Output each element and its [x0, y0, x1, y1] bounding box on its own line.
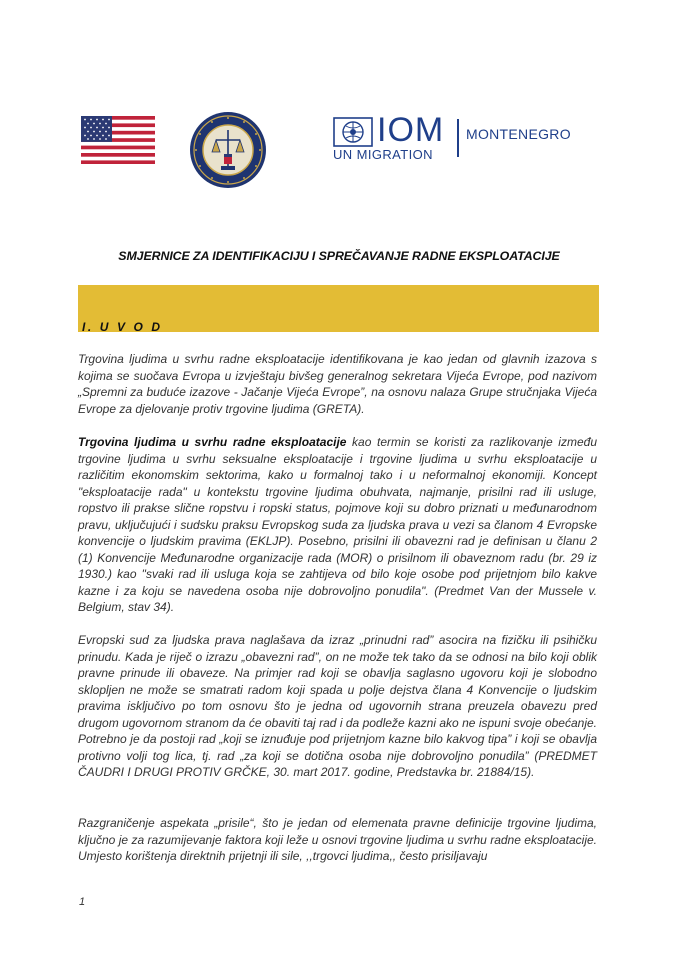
- iom-emblem-icon: [333, 117, 373, 147]
- paragraph-text: kao termin se koristi za razlikovanje između trgovine ljudima u svrhu seksualne eksploatacije i trgovine ljudima u svrhu eksploatacije u različitim ekonomskim sektorima, kako u formalnoj tako i u neformalnoj ekonomiji. Koncept "eksploatacije rada" u kontekstu trgovine ljudima obuhvata, najmanje, prisilni rad ili usluge, ropstvo ili prakse slične ropstvu i ropski status, pojmove koji su dobro priznati u međunarodnom pravu, uključujući i sudsku praksu Evropskog suda za ljudska prava u vezi sa članom 4 Evropske konvencije o ljudskim pravima (EKLJP). Posebno, prisilni ili obavezni rad je definisan u članu 2 (1) Konvencije Međunarodne organizacije rada (MOR) o prisilnom ili obaveznom radu (br. 29 iz 1930.) kao "svaki rad ili usluga koja se zahtijeva od bilo koje osobe pod prijetnjom bilo kakve kazne i za koju se navedena osoba nije dobrovoljno ponudila". (Predmet Van der Mussele v. Belgium, stav 34).: [78, 435, 597, 614]
- document-title: SMJERNICE ZA IDENTIFIKACIJU I SPREČAVANJE RADNE EKSPLOATACIJE: [118, 249, 560, 263]
- page-number: 1: [79, 896, 86, 908]
- iom-country: MONTENEGRO: [466, 126, 571, 142]
- iom-wordmark: IOM: [377, 111, 445, 149]
- paragraph-2: [78, 434, 597, 616]
- paragraph-lead: Trgovina ljudima u svrhu radne eksploatacije: [78, 435, 347, 449]
- us-embassy-seal-icon: [188, 110, 268, 190]
- iom-subtitle: UN MIGRATION: [333, 147, 433, 162]
- paragraph-4: [78, 815, 597, 865]
- paragraph-text: Razgraničenje aspekata „prisile“, što je jedan od elemenata pravne definicije trgovine ljudima, ključno je za razumijevanje faktora koji leže u osnovi trgovine ljudima u svrhu radne eksploatacije. Umjesto korištenja direktnih prijetnji ili sile, ,,trgovci ljudima,, često prisiljavaju: [78, 816, 597, 863]
- paragraph-1: [78, 351, 597, 417]
- logo-divider: [457, 119, 459, 157]
- paragraph-3: [78, 632, 597, 781]
- us-flag-icon: [81, 116, 155, 164]
- paragraph-text: Evropski sud za ljudska prava naglašava da izraz „prinudni rad” asocira na fizičku ili psihičku prinudu. Kada je riječ o izrazu „obavezni rad”, on ne može tek tako da se odnosi na bilo koji oblik pravne prinude ili obaveze. Na primjer rad koji se obavlja saglasno ugovoru koji je slobodno sklopljen ne može se smatrati radom koji spada u polje dejstva člana 4 Konvencije o ljudskim pravima isključivo po tom osnovu što je jedna od ugovornih strana preuzela obavezu pred drugom ugovornom stranom da će obaviti taj rad i da podleže kazni ako ne ispuni svoje obećanje. Potrebno je da postoji rad „koji se iznuđuje pod prijetnjom kazne bilo kakvog tipa” i koji se obavlja protivno volji tog lica, tj. rad „za koji se dotična osoba nije dobrovoljno ponudila” (PREDMET ČAUDRI I DRUGI PROTIV GRČKE, 30. mart 2017. godine, Predstavka br. 21884/15).: [78, 633, 597, 779]
- paragraph-text: Trgovina ljudima u svrhu radne eksploatacije identifikovana je kao jedan od glavnih izazova s kojima se suočava Evropa u izvještaju bivšeg generalnog sekretara Vijeća Evrope, pod nazivom „Spremni za buduće izazove - Jačanje Vijeća Evrope”, na osnovu nalaza Grupe stručnjaka Vijeća Evrope za djelovanje protiv trgovine ljudima (GRETA).: [78, 352, 597, 416]
- iom-logo: [333, 111, 573, 162]
- section-heading: I. U V O D: [82, 320, 163, 334]
